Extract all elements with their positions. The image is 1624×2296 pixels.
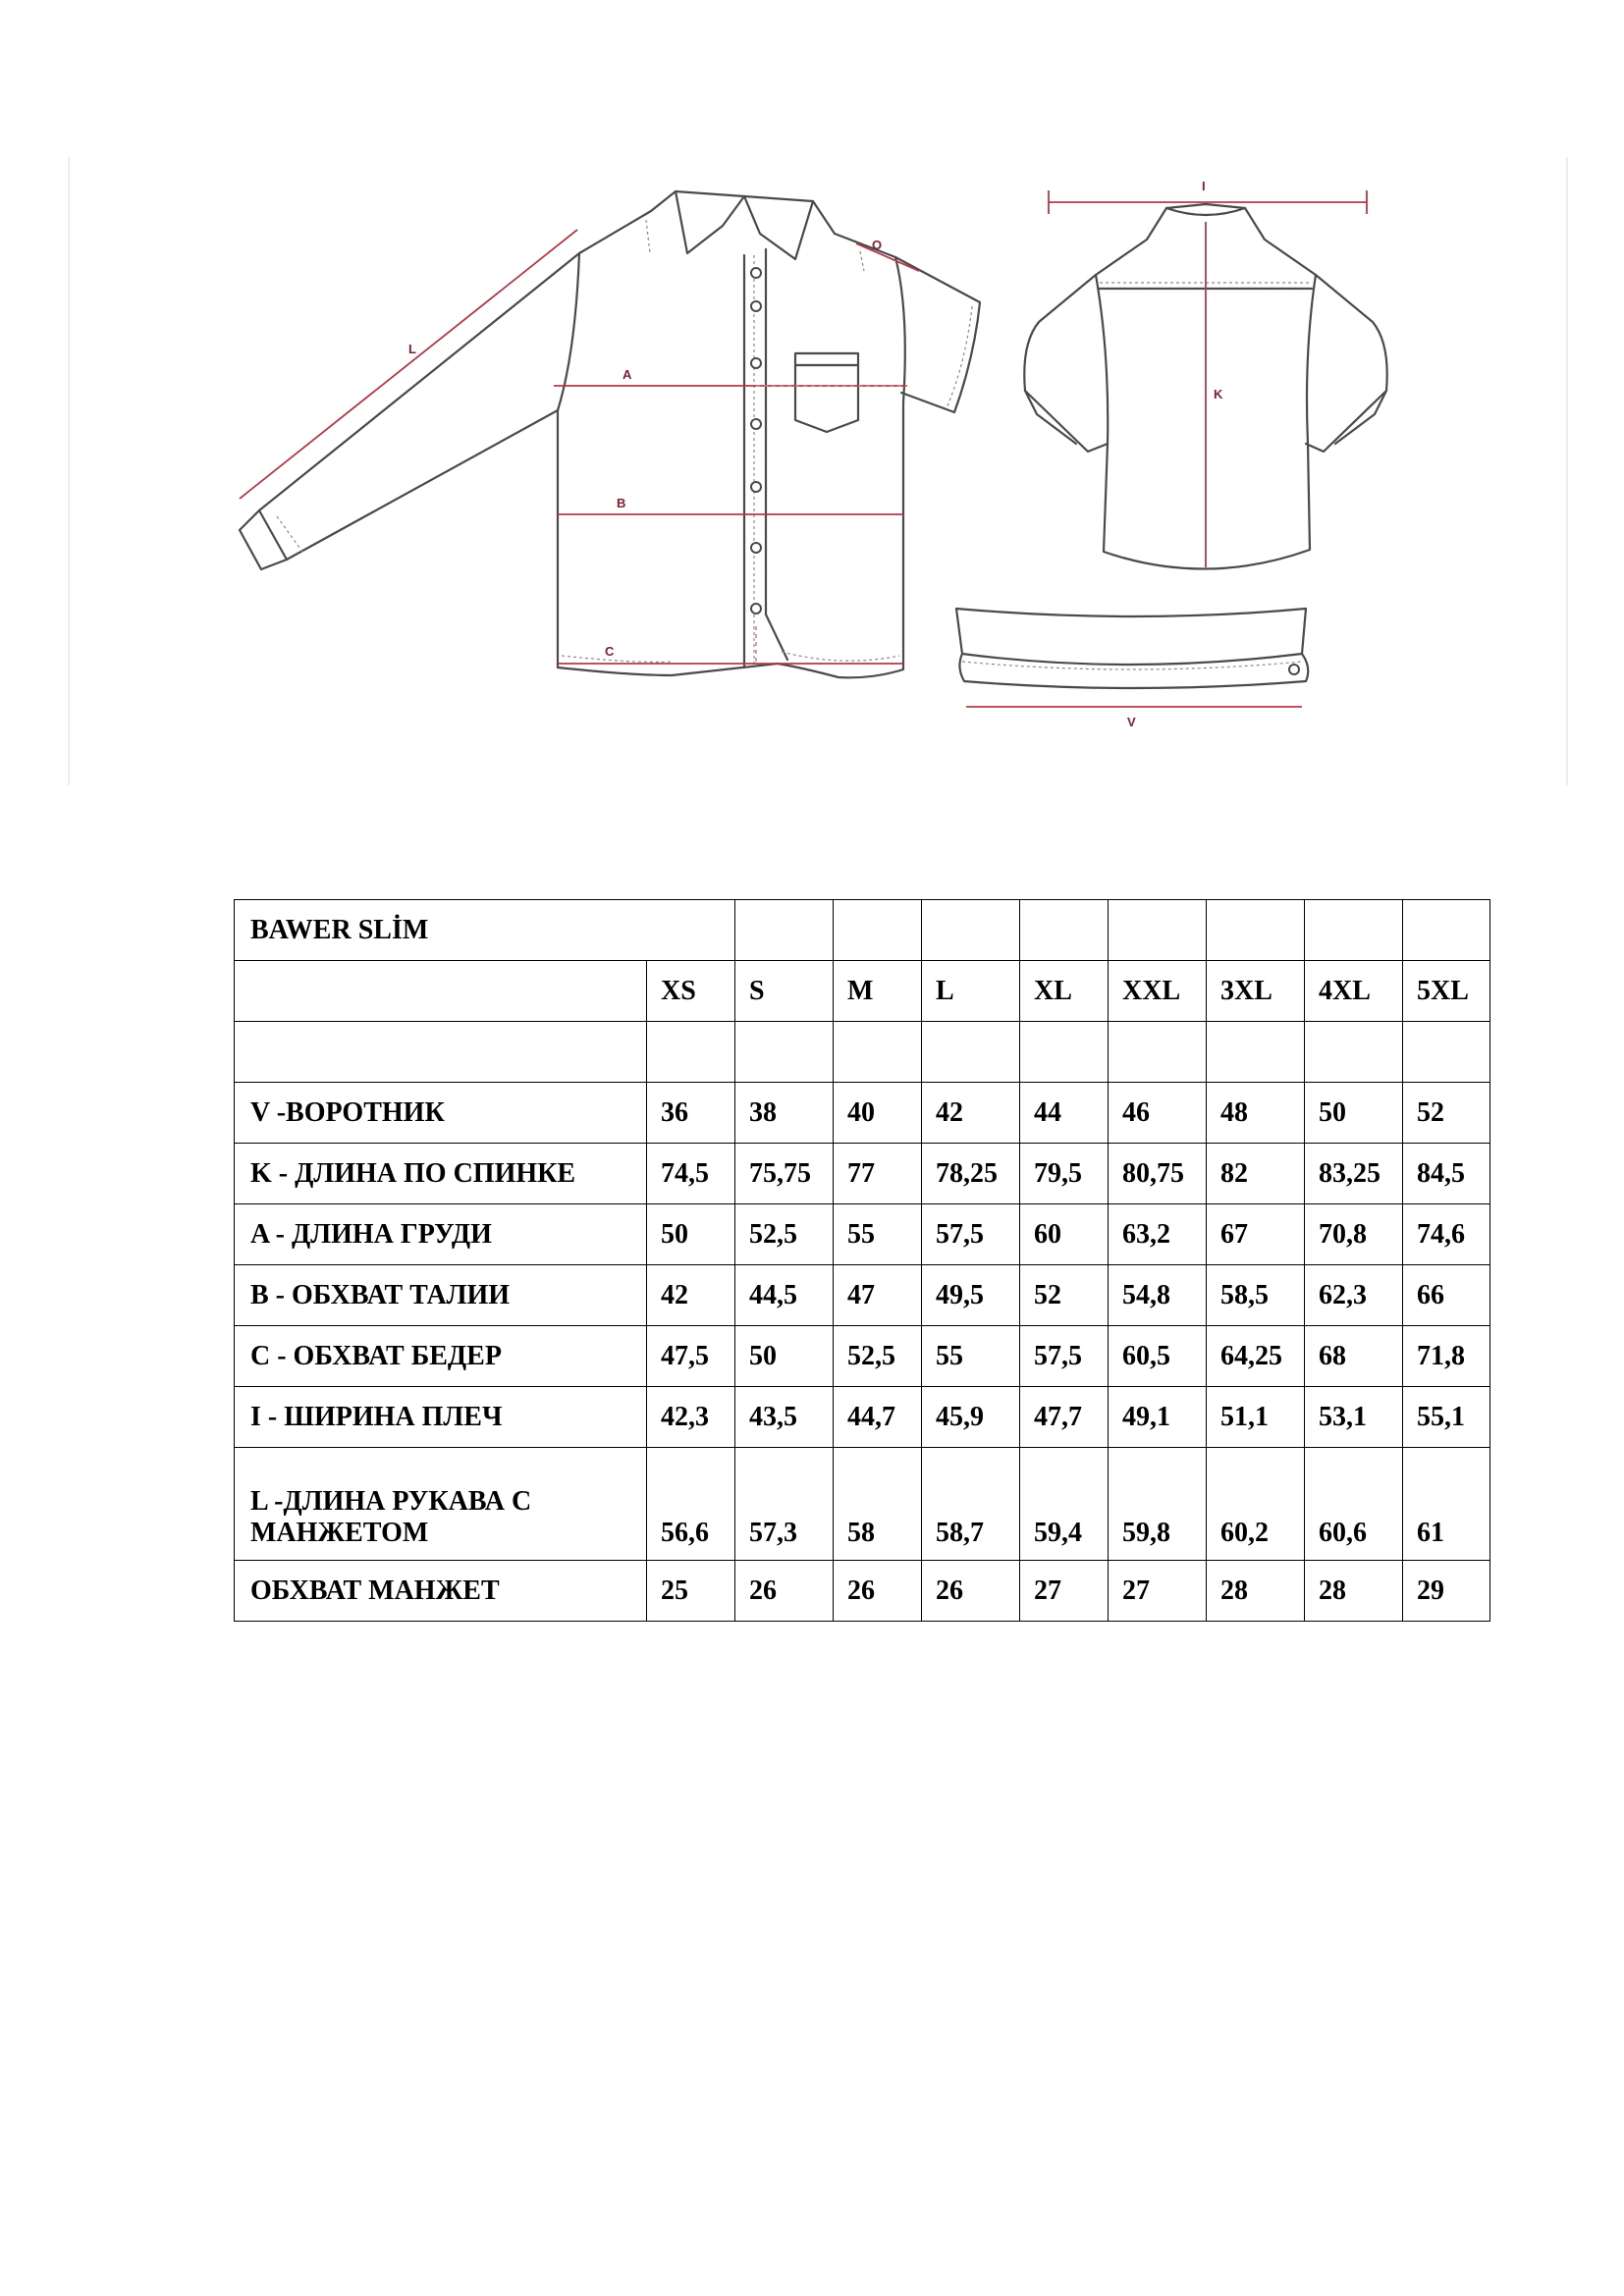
table-cell: 42 bbox=[647, 1265, 735, 1326]
table-cell: 57,5 bbox=[1020, 1326, 1109, 1387]
table-cell: 62,3 bbox=[1305, 1265, 1403, 1326]
table-cell: 45,9 bbox=[922, 1387, 1020, 1448]
row-label: A - ДЛИНА ГРУДИ bbox=[235, 1204, 647, 1265]
table-cell: 47,5 bbox=[647, 1326, 735, 1387]
table-cell: 77 bbox=[834, 1144, 922, 1204]
table-cell: 58 bbox=[834, 1448, 922, 1561]
table-cell: 71,8 bbox=[1403, 1326, 1490, 1387]
size-header: L bbox=[922, 961, 1020, 1022]
size-table bbox=[234, 899, 1490, 1622]
table-cell: 38 bbox=[735, 1083, 834, 1144]
back-length-measure-label: K bbox=[1214, 387, 1223, 401]
table-cell: 27 bbox=[1020, 1561, 1109, 1622]
table-cell: 44 bbox=[1020, 1083, 1109, 1144]
table-cell: 59,8 bbox=[1109, 1448, 1207, 1561]
table-cell: 43,5 bbox=[735, 1387, 834, 1448]
row-label: ОБХВАТ МАНЖЕТ bbox=[235, 1561, 647, 1622]
table-cell: 80,75 bbox=[1109, 1144, 1207, 1204]
table-cell: 52,5 bbox=[735, 1204, 834, 1265]
table-cell: 25 bbox=[647, 1561, 735, 1622]
table-cell: 47,7 bbox=[1020, 1387, 1109, 1448]
table-cell: 28 bbox=[1305, 1561, 1403, 1622]
table-title: BAWER SLİM bbox=[235, 900, 735, 961]
table-cell: 78,25 bbox=[922, 1144, 1020, 1204]
table-row bbox=[235, 1265, 1490, 1326]
row-label: B - ОБХВАТ ТАЛИИ bbox=[235, 1265, 647, 1326]
table-title-row bbox=[235, 900, 1490, 961]
table-cell: 51,1 bbox=[1207, 1387, 1305, 1448]
table-cell: 66 bbox=[1403, 1265, 1490, 1326]
table-cell: 36 bbox=[647, 1083, 735, 1144]
table-cell: 63,2 bbox=[1109, 1204, 1207, 1265]
shirt-measurement-diagram bbox=[67, 157, 1571, 785]
table-row bbox=[235, 1561, 1490, 1622]
table-cell: 84,5 bbox=[1403, 1144, 1490, 1204]
size-header: 3XL bbox=[1207, 961, 1305, 1022]
size-header: S bbox=[735, 961, 834, 1022]
table-cell: 52 bbox=[1403, 1083, 1490, 1144]
table-cell: 26 bbox=[922, 1561, 1020, 1622]
table-cell: 42,3 bbox=[647, 1387, 735, 1448]
table-cell: 49,5 bbox=[922, 1265, 1020, 1326]
table-cell: 79,5 bbox=[1020, 1144, 1109, 1204]
table-cell: 60 bbox=[1020, 1204, 1109, 1265]
table-cell: 29 bbox=[1403, 1561, 1490, 1622]
waist-measure-label: B bbox=[617, 496, 626, 510]
table-cell: 46 bbox=[1109, 1083, 1207, 1144]
table-cell: 68 bbox=[1305, 1326, 1403, 1387]
row-label: L -ДЛИНА РУКАВА С МАНЖЕТОМ bbox=[235, 1448, 647, 1561]
table-row bbox=[235, 1204, 1490, 1265]
table-cell: 58,7 bbox=[922, 1448, 1020, 1561]
size-header: XXL bbox=[1109, 961, 1207, 1022]
table-cell: 49,1 bbox=[1109, 1387, 1207, 1448]
table-cell: 40 bbox=[834, 1083, 922, 1144]
table-cell: 58,5 bbox=[1207, 1265, 1305, 1326]
table-cell: 52,5 bbox=[834, 1326, 922, 1387]
table-cell: 55 bbox=[922, 1326, 1020, 1387]
table-cell: 54,8 bbox=[1109, 1265, 1207, 1326]
spacer-row bbox=[235, 1022, 1490, 1083]
row-label: I - ШИРИНА ПЛЕЧ bbox=[235, 1387, 647, 1448]
table-row bbox=[235, 1083, 1490, 1144]
table-cell: 74,6 bbox=[1403, 1204, 1490, 1265]
table-cell: 52 bbox=[1020, 1265, 1109, 1326]
row-label: K - ДЛИНА ПО СПИНКЕ bbox=[235, 1144, 647, 1204]
table-row bbox=[235, 1387, 1490, 1448]
table-cell: 27 bbox=[1109, 1561, 1207, 1622]
table-cell: 47 bbox=[834, 1265, 922, 1326]
row-label: V -ВОРОТНИК bbox=[235, 1083, 647, 1144]
table-row bbox=[235, 1326, 1490, 1387]
table-row bbox=[235, 1448, 1490, 1561]
collar-view bbox=[956, 609, 1308, 729]
table-cell: 56,6 bbox=[647, 1448, 735, 1561]
table-cell: 60,5 bbox=[1109, 1326, 1207, 1387]
table-cell: 26 bbox=[834, 1561, 922, 1622]
shoulder-seam-measure-label: O bbox=[872, 238, 883, 252]
collar-measure-label: V bbox=[1127, 715, 1136, 729]
table-cell: 67 bbox=[1207, 1204, 1305, 1265]
table-cell: 57,3 bbox=[735, 1448, 834, 1561]
table-cell: 83,25 bbox=[1305, 1144, 1403, 1204]
hips-measure-label: C bbox=[605, 644, 615, 659]
size-header: 4XL bbox=[1305, 961, 1403, 1022]
size-header: 5XL bbox=[1403, 961, 1490, 1022]
chest-measure-label: A bbox=[623, 367, 632, 382]
table-cell: 44,5 bbox=[735, 1265, 834, 1326]
table-cell: 70,8 bbox=[1305, 1204, 1403, 1265]
size-header: XL bbox=[1020, 961, 1109, 1022]
table-cell: 44,7 bbox=[834, 1387, 922, 1448]
table-cell: 50 bbox=[735, 1326, 834, 1387]
table-cell: 28 bbox=[1207, 1561, 1305, 1622]
shirt-back-view bbox=[1024, 179, 1386, 569]
table-row bbox=[235, 1144, 1490, 1204]
table-cell: 59,4 bbox=[1020, 1448, 1109, 1561]
table-cell: 50 bbox=[647, 1204, 735, 1265]
table-cell: 26 bbox=[735, 1561, 834, 1622]
table-cell: 55,1 bbox=[1403, 1387, 1490, 1448]
sleeve-measure-label: L bbox=[408, 342, 416, 356]
table-cell: 55 bbox=[834, 1204, 922, 1265]
table-cell: 60,2 bbox=[1207, 1448, 1305, 1561]
table-cell: 42 bbox=[922, 1083, 1020, 1144]
table-cell: 57,5 bbox=[922, 1204, 1020, 1265]
table-cell: 64,25 bbox=[1207, 1326, 1305, 1387]
table-cell: 60,6 bbox=[1305, 1448, 1403, 1561]
shirt-front-view bbox=[240, 191, 980, 677]
table-cell: 75,75 bbox=[735, 1144, 834, 1204]
size-header: XS bbox=[647, 961, 735, 1022]
table-cell: 48 bbox=[1207, 1083, 1305, 1144]
shoulder-width-measure-label: I bbox=[1202, 179, 1206, 193]
size-header: M bbox=[834, 961, 922, 1022]
size-header-row bbox=[235, 961, 1490, 1022]
table-cell: 82 bbox=[1207, 1144, 1305, 1204]
row-label: C - ОБХВАТ БЕДЕР bbox=[235, 1326, 647, 1387]
table-cell: 50 bbox=[1305, 1083, 1403, 1144]
table-cell: 74,5 bbox=[647, 1144, 735, 1204]
table-cell: 53,1 bbox=[1305, 1387, 1403, 1448]
table-cell: 61 bbox=[1403, 1448, 1490, 1561]
